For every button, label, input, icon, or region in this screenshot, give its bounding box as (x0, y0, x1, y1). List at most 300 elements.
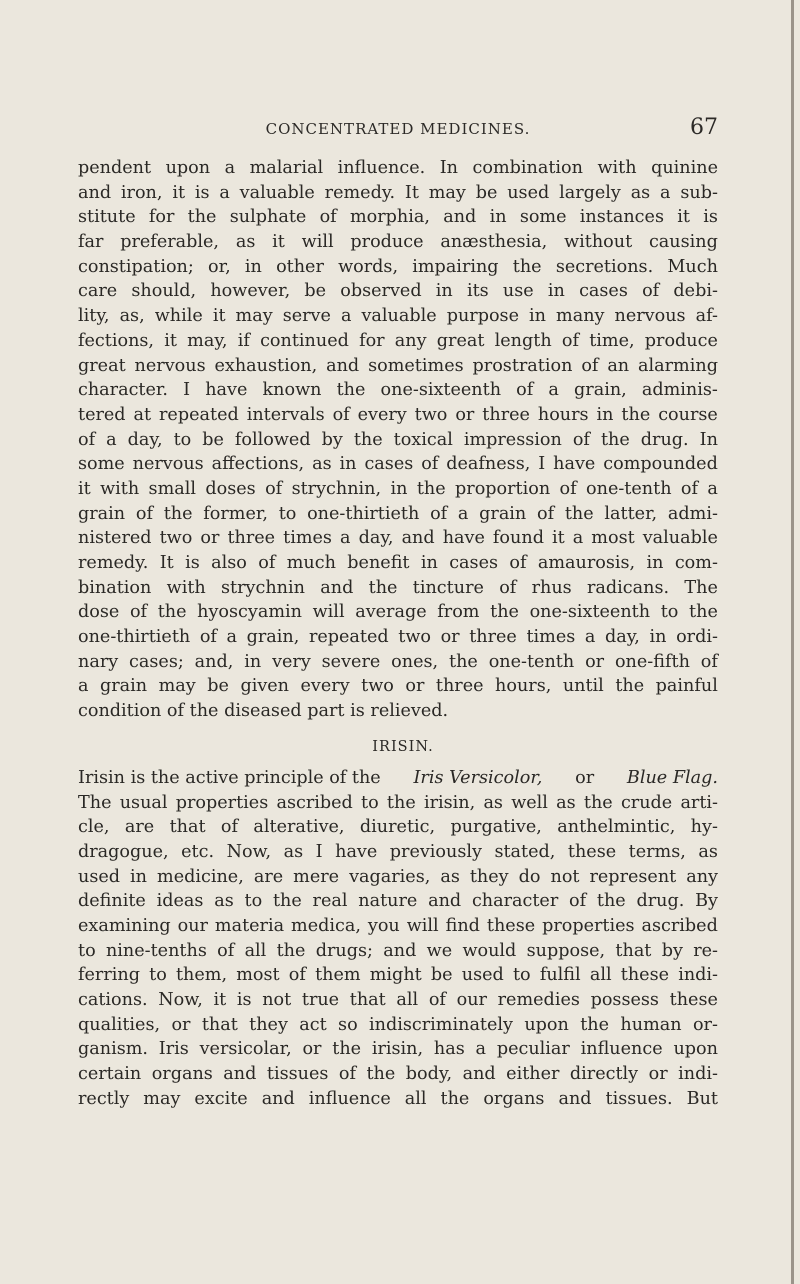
word: upon (673, 1039, 718, 1060)
word: drugs; (315, 940, 373, 961)
word: In (439, 158, 458, 178)
word: suppose, (526, 940, 606, 961)
word: possess (590, 990, 659, 1010)
word: The (684, 577, 718, 598)
word: and (462, 1064, 496, 1085)
word: of (78, 429, 96, 450)
word: examining (78, 915, 171, 936)
word: sub- (680, 182, 718, 203)
word: some (519, 207, 567, 228)
word: terms, (628, 841, 686, 862)
word: a (660, 182, 671, 203)
text-line (78, 1013, 718, 1038)
word: of (581, 355, 599, 376)
word: is (350, 701, 365, 722)
word: true (301, 990, 340, 1010)
word: intervals (246, 404, 325, 425)
word: our (456, 990, 487, 1010)
text-line (78, 674, 718, 699)
word: and, (194, 651, 234, 672)
word: or (455, 404, 475, 425)
word: not (550, 866, 580, 887)
word: used (78, 866, 121, 887)
word: malarial (249, 158, 324, 178)
word: af- (695, 306, 718, 327)
word: painful (655, 676, 718, 697)
word: a (224, 158, 236, 178)
word: properties (175, 792, 269, 813)
word: real (312, 891, 348, 912)
word: of (569, 891, 587, 912)
word: Iris (158, 1039, 189, 1060)
word: definite (78, 891, 146, 912)
text-line (78, 502, 718, 527)
word: in (244, 256, 262, 277)
word: of (217, 940, 235, 961)
word: irisin, (423, 792, 476, 813)
paragraph-hyoscyamin (78, 156, 718, 724)
word: rhus (531, 577, 572, 598)
word: secretions. (555, 256, 654, 277)
word: is (194, 182, 210, 203)
word: great (78, 355, 126, 376)
word: the (583, 792, 613, 813)
word: it (272, 232, 285, 253)
word: By (695, 891, 718, 912)
word: the (187, 207, 217, 228)
word: nervous (134, 355, 206, 376)
word: course (658, 404, 718, 425)
word: words, (338, 256, 399, 277)
word: directly (569, 1064, 639, 1085)
word: and (558, 1088, 592, 1109)
word: two (159, 528, 193, 549)
word: great (436, 330, 485, 351)
word: times (283, 528, 332, 549)
word: grain, (246, 627, 300, 648)
word: remedy. (78, 553, 149, 573)
word: bination (78, 577, 152, 598)
word: the (163, 503, 193, 524)
word: two (398, 627, 431, 648)
word: a (340, 528, 351, 549)
text-line (78, 815, 718, 840)
word: ferring (78, 965, 140, 986)
word: cases; (129, 651, 184, 672)
word: pendent (78, 158, 152, 178)
word: you (367, 915, 400, 936)
word: valuable (642, 528, 718, 549)
word: fections, (78, 330, 155, 351)
word: or (200, 528, 220, 549)
text-line (78, 766, 718, 791)
word: two (361, 676, 394, 697)
word: with (597, 158, 637, 178)
word: of (572, 429, 590, 450)
word: of (129, 602, 148, 623)
word: small (148, 478, 197, 499)
word: these (567, 841, 617, 862)
text-line (78, 551, 718, 576)
word: a (457, 503, 469, 524)
word: every (357, 404, 407, 425)
word: time, (589, 330, 635, 351)
text-line (78, 428, 718, 453)
word: to (660, 602, 679, 623)
word: dose (78, 602, 120, 623)
word: is (703, 207, 718, 228)
word: of (428, 990, 446, 1010)
word: to (512, 965, 531, 986)
word: of (319, 207, 337, 228)
word: the (490, 602, 519, 623)
word: the (157, 602, 187, 623)
word: any (394, 330, 427, 351)
word: a (572, 528, 584, 549)
text-line (78, 889, 718, 914)
word: cle, (78, 817, 110, 838)
word: drug. (636, 891, 685, 912)
word: the (449, 651, 478, 672)
text-line (78, 477, 718, 502)
running-head (78, 117, 718, 141)
word: them, (175, 965, 228, 986)
word: a (707, 478, 718, 499)
word: day, (604, 627, 640, 648)
word: toxical (393, 429, 453, 450)
page-edge-shadow (791, 0, 794, 1284)
word: of (135, 503, 153, 524)
word: as (283, 841, 304, 862)
word: in (529, 306, 546, 327)
text-line (78, 576, 718, 601)
word: be (202, 429, 224, 450)
word: may (158, 676, 196, 697)
word: as, (119, 306, 145, 327)
word: be (304, 281, 327, 302)
word: and (223, 1064, 257, 1085)
word: observed (340, 281, 422, 302)
word: a (548, 380, 559, 401)
text-line (78, 963, 718, 988)
word: debi- (673, 281, 718, 302)
word: known (262, 380, 322, 401)
word: as (556, 792, 576, 813)
word: tissues (266, 1064, 329, 1085)
word: the (272, 891, 302, 912)
word: stated, (494, 841, 556, 862)
word: latter, (604, 503, 658, 524)
word: proportion (455, 478, 551, 499)
word: these (669, 990, 718, 1010)
word: cases (364, 454, 414, 475)
word: Much (667, 256, 718, 277)
word: of (421, 454, 439, 475)
word: or- (692, 1014, 718, 1035)
word: certain (78, 1064, 142, 1085)
word: with (166, 577, 206, 598)
word: times (526, 627, 576, 648)
word: arti- (680, 792, 718, 813)
word: produce (644, 330, 718, 351)
word: purgative, (450, 817, 542, 838)
word: or, (208, 256, 231, 277)
word: former, (203, 503, 268, 524)
word: qualities, (78, 1014, 161, 1035)
word: these (486, 915, 536, 936)
word: indiscriminately (369, 1014, 513, 1035)
line-text-plain: Irisin is the active principle of the (78, 767, 381, 788)
word: impairing (412, 256, 499, 277)
word: in (547, 281, 565, 302)
word: we (426, 940, 453, 961)
word: three (469, 627, 517, 648)
word: all (396, 990, 419, 1010)
word: the (368, 577, 398, 598)
word: one-sixteenth (529, 602, 651, 623)
word: of (516, 380, 534, 401)
word: every (300, 676, 350, 697)
word: relieved. (370, 701, 449, 722)
word: strychnin (221, 577, 305, 598)
word: remedies (497, 990, 580, 1010)
word: serve (282, 306, 331, 327)
text-line (78, 939, 718, 964)
word: all (404, 1088, 427, 1109)
word: purpose (446, 306, 519, 327)
text-line (78, 304, 718, 329)
word: three (227, 528, 276, 549)
word: day, (127, 429, 163, 450)
word: vagaries, (349, 866, 431, 887)
word: influence (308, 1088, 391, 1109)
word: grain (78, 503, 126, 524)
word: be (207, 676, 229, 697)
word: tissues. (605, 1088, 673, 1109)
word: of (537, 503, 555, 524)
word: of (559, 478, 577, 499)
word: used (507, 182, 550, 203)
word: constipation; (78, 256, 194, 277)
word: have (442, 528, 485, 549)
word: length (494, 330, 552, 351)
word: of (499, 577, 517, 598)
word: repeated (159, 404, 239, 425)
word: three (435, 676, 484, 697)
word: character (471, 891, 559, 912)
word: influence. (337, 158, 426, 178)
word: will (301, 232, 334, 253)
word: condition (78, 701, 162, 722)
word: of (642, 281, 660, 302)
word: deafness, (446, 454, 531, 475)
word: have (205, 380, 248, 401)
word: either (506, 1064, 560, 1085)
word: it (677, 207, 690, 228)
word: of (680, 478, 699, 499)
word: I (538, 454, 546, 475)
word: grain (100, 676, 148, 697)
word: is (236, 990, 252, 1010)
word: represent (589, 866, 677, 887)
page-number: 67 (690, 115, 718, 140)
word: might (369, 965, 422, 986)
word: all (244, 940, 267, 961)
word: the (621, 404, 651, 425)
word: they (249, 1014, 288, 1035)
word: hours, (495, 676, 552, 697)
word: so (338, 1014, 358, 1035)
word: the (600, 429, 630, 450)
word: them (315, 965, 361, 986)
word: however, (210, 281, 291, 302)
word: to (149, 965, 167, 986)
word: nine-tenths (105, 940, 207, 961)
word: valuable (239, 182, 315, 203)
word: repeated (308, 627, 389, 648)
word: previously (389, 841, 482, 862)
word: given (240, 676, 290, 697)
word: all (589, 965, 612, 986)
word: may (428, 182, 466, 203)
word: and (261, 1088, 295, 1109)
word: diseased (224, 701, 302, 722)
word: nary (78, 651, 119, 672)
word: not (262, 990, 292, 1010)
word: diuretic, (359, 817, 436, 838)
word: in (420, 553, 438, 573)
word: in (489, 207, 507, 228)
line-text-connector: or (575, 767, 595, 788)
word: sometimes (368, 355, 464, 376)
word: affections, (211, 454, 305, 475)
word: or (648, 1064, 668, 1085)
word: or (440, 627, 460, 648)
word: preferable, (120, 232, 220, 253)
word: The (78, 792, 112, 813)
word: any (686, 866, 718, 887)
word: anthelmintic, (557, 817, 676, 838)
word: the (615, 676, 645, 697)
word: the (596, 891, 626, 912)
word: organs (151, 1064, 213, 1085)
word: com- (674, 553, 718, 573)
word: grain (479, 503, 527, 524)
word: would (462, 940, 517, 961)
word: these (620, 965, 670, 986)
word: part (307, 701, 345, 722)
word: its (466, 281, 489, 302)
word: of (288, 965, 306, 986)
word: mere (293, 866, 340, 887)
word: hyoscyamin (197, 602, 302, 623)
word: and (443, 207, 477, 228)
text-line (78, 1062, 718, 1087)
text-line (78, 791, 718, 816)
word: the (580, 1014, 610, 1035)
word: by (321, 429, 343, 450)
word: cases (579, 281, 628, 302)
word: one-sixteenth (380, 380, 502, 401)
word: the (336, 380, 366, 401)
word: use (502, 281, 534, 302)
word: our (177, 915, 208, 936)
text-line (78, 181, 718, 206)
word: a (226, 627, 238, 648)
word: the (189, 701, 219, 722)
word: as (440, 866, 460, 887)
word: be (430, 965, 453, 986)
italic-term-blue-flag: Blue Flag. (626, 767, 718, 788)
word: as (214, 891, 234, 912)
word: by (661, 940, 683, 961)
word: radicans. (587, 577, 670, 598)
word: tincture (412, 577, 484, 598)
word: without (564, 232, 633, 253)
word: It (404, 182, 419, 203)
word: as (312, 454, 332, 475)
word: the (512, 256, 542, 277)
text-line (78, 230, 718, 255)
word: are (124, 817, 155, 838)
word: at (133, 404, 152, 425)
word: influence (580, 1039, 663, 1060)
word: very (272, 651, 311, 672)
word: and (78, 182, 112, 203)
word: ordi- (676, 627, 718, 648)
word: sulphate (229, 207, 307, 228)
word: may, (187, 330, 228, 351)
word: quinine (651, 158, 718, 178)
word: a (340, 306, 352, 327)
word: or (171, 1014, 191, 1035)
word: they (469, 866, 509, 887)
word: be (475, 182, 498, 203)
word: that (349, 990, 386, 1010)
word: of (430, 503, 448, 524)
text-line (78, 156, 718, 181)
word: in (649, 627, 667, 648)
word: it (552, 528, 565, 549)
word: alterative, (253, 817, 345, 838)
text-line (78, 378, 718, 403)
word: while (154, 306, 203, 327)
word: to (173, 429, 192, 450)
text-line (78, 699, 718, 724)
word: one-tenth (586, 478, 672, 499)
word: many (556, 306, 605, 327)
word: it (172, 182, 186, 203)
word: one-thirtieth (78, 627, 191, 648)
word: may (235, 306, 273, 327)
word: It (159, 553, 174, 573)
word: a (78, 676, 89, 697)
word: instances (579, 207, 664, 228)
word: has (433, 1039, 465, 1060)
word: until (562, 676, 604, 697)
word: it (213, 990, 227, 1010)
word: anæsthesia, (440, 232, 548, 253)
word: of (166, 701, 185, 722)
word: iron, (120, 182, 163, 203)
word: strychnin, (291, 478, 382, 499)
word: in (390, 478, 408, 499)
word: materia (214, 915, 285, 936)
word: if (237, 330, 250, 351)
word: that (201, 1014, 238, 1035)
word: found (492, 528, 544, 549)
word: far (78, 232, 104, 253)
